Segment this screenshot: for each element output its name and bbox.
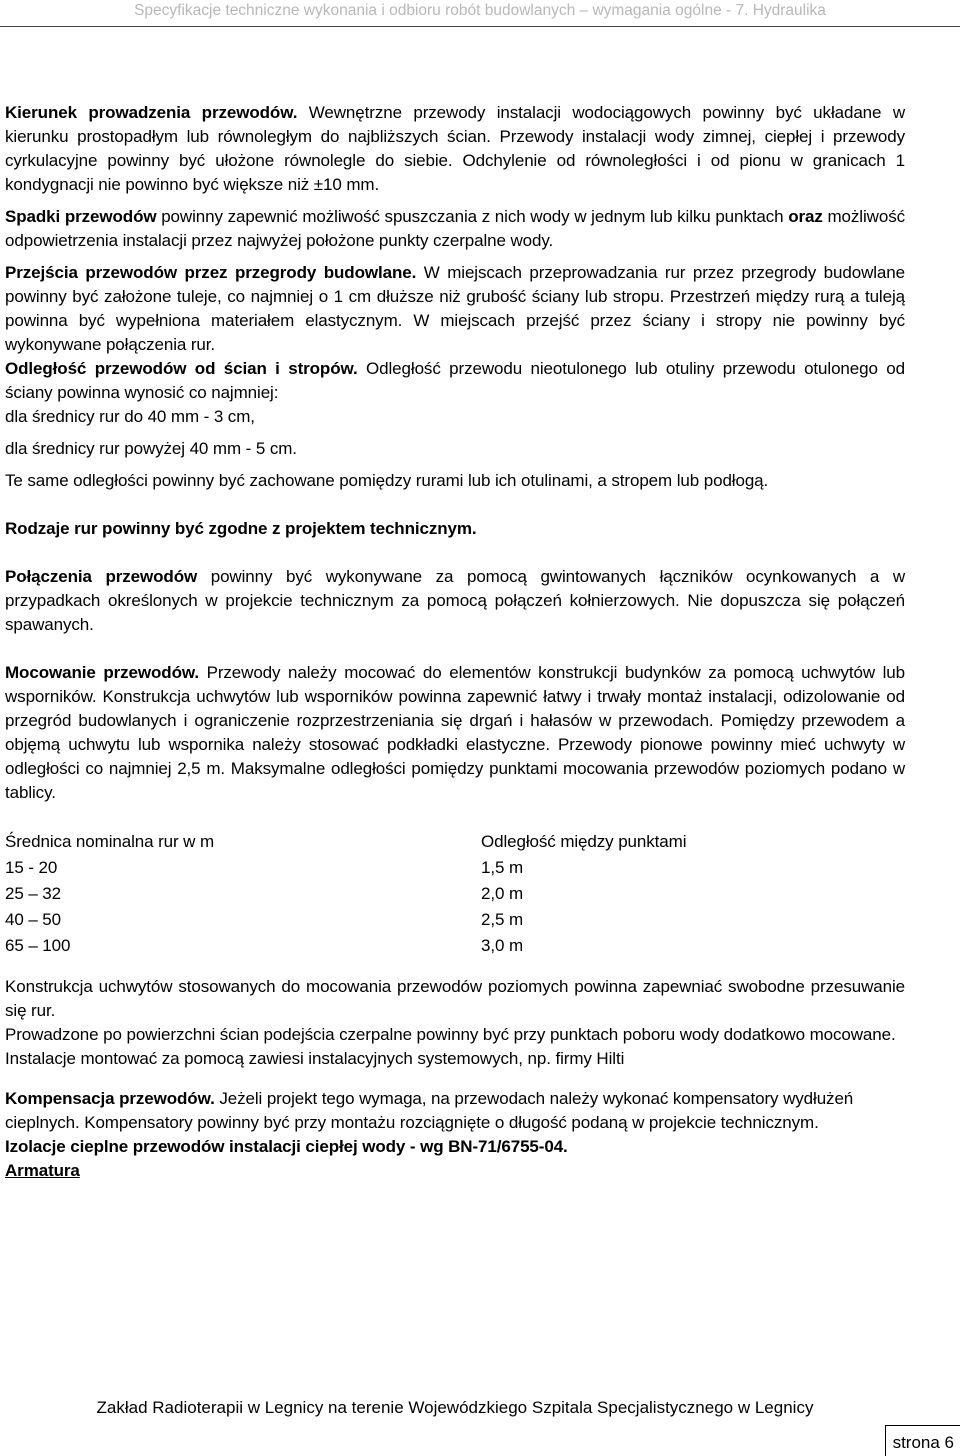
- table-cell-distance: 1,5 m: [481, 858, 524, 877]
- paragraph-kompensacja: [5, 1087, 905, 1135]
- table-cell-diameter: 40 – 50: [5, 910, 62, 929]
- paragraph-rodzaje: [5, 517, 905, 541]
- heading-przejscia: Przejścia przewodów przez przegrody budowlane.: [5, 263, 417, 282]
- paragraph-armatura: [5, 1159, 905, 1183]
- header-rule: [0, 26, 960, 27]
- paragraph-polaczenia: [5, 565, 905, 637]
- text-kompensacja: Jeżeli projekt tego wymaga, na przewodach należy wykonać kompensatory wydłużeń cieplnych. Kompensatory powinny być przy montażu rozciągnięte o długość podaną w projekcie technicznym.: [5, 1089, 854, 1132]
- table-header-row: [5, 829, 686, 855]
- text-mocowanie: Przewody należy mocować do elementów konstrukcji budynków za pomocą uchwytów lub wsporników. Konstrukcja uchwytów lub wsporników powinna zapewnić łatwy i trwały montaż instalacji, odizolowanie od przegród budowlanych i ograniczenie rozprzestrzeniania się drgań i hałasów w przewodach. Pomiędzy przewodem a objęmą uchwytu lub wspornika należy stosować podkładki elastyczne. Przewody pionowe powinny mieć uchwyty w odległości co najmniej 2,5 m. Maksymalne odległości pomiędzy punktami mocowania przewodów poziomych podano w tablicy.: [5, 663, 905, 802]
- table-cell-distance: 2,5 m: [481, 910, 524, 929]
- table-row: [5, 881, 686, 907]
- text-kierunek: Wewnętrzne przewody instalacji wodociągowych powinny być układane w kierunku prostopadłym lub równoległym do najbliższych ścian. Przewody instalacji wody zimnej, ciepłej i przewody cyrkulacyjne powinny być ułożone równolegle do siebie. Odchylenie od równoległości i od pionu w granicach 1 kondygnacji nie powinno być większe niż ±10 mm.: [5, 103, 905, 194]
- odleglosc-same: Te same odległości powinny być zachowane pomiędzy rurami lub ich otulinami, a stropem lub podłogą.: [5, 471, 769, 490]
- after-table-line-1: Konstrukcja uchwytów stosowanych do mocowania przewodów poziomych powinna zapewniać swobodne przesuwanie się rur.: [5, 977, 905, 1020]
- table-header-diameter: Średnica nominalna rur w m: [5, 832, 215, 851]
- after-table-line-3: Instalacje montować za pomocą zawiesi instalacyjnych systemowych, np. firmy Hilti: [5, 1049, 625, 1068]
- mounting-distance-table: [5, 829, 686, 959]
- table-row: [5, 855, 686, 881]
- heading-armatura: Armatura: [5, 1161, 80, 1180]
- heading-spadki: Spadki przewodów: [5, 207, 157, 226]
- heading-polaczenia: Połączenia przewodów: [5, 567, 198, 586]
- after-table-line-2: Prowadzone po powierzchni ścian podejścia czerpalne powinny być przy punktach poboru wody dodatkowo mocowane.: [5, 1025, 896, 1044]
- text-przejscia: W miejscach przeprowadzania rur przez przegrody budowlane powinny być założone tuleje, co najmniej o 1 cm dłuższe niż grubość ściany lub stropu. Przestrzeń między rurą a tuleją powinna być wypełniona materiałem elastycznym. W miejscach przejść przez ściany i stropy nie powinny być wykonywane połączenia rur.: [5, 263, 905, 354]
- table-cell-diameter: 15 - 20: [5, 858, 58, 877]
- text-odleglosc: Odległość przewodu nieotulonego lub otuliny przewodu otulonego od ściany powinna wynosić co najmniej:: [5, 359, 905, 402]
- table-row: [5, 933, 686, 959]
- table-cell-distance: 3,0 m: [481, 936, 524, 955]
- page-footer: Zakład Radioterapii w Legnicy na terenie Wojewódzkiego Szpitala Specjalistycznego w Legnicy: [96, 1398, 814, 1417]
- bold-oraz: oraz: [788, 207, 823, 226]
- text-spadki-2: możliwość odpowietrzenia instalacji przez najwyżej położone punkty czerpalne wody.: [5, 207, 905, 250]
- heading-mocowanie: Mocowanie przewodów.: [5, 663, 199, 682]
- page-number: strona 6: [892, 1433, 954, 1452]
- running-header: Specyfikacje techniczne wykonania i odbioru robót budowlanych – wymagania ogólne - 7. Hydraulika: [134, 2, 826, 19]
- heading-rodzaje: Rodzaje rur powinny być zgodne z projektem technicznym.: [5, 519, 477, 538]
- text-spadki-1: powinny zapewnić możliwość spuszczania z nich wody w jednym lub kilku punktach: [156, 207, 789, 226]
- text-polaczenia: powinny być wykonywane za pomocą gwintowanych łączników ocynkowanych a w przypadkach określonych w projekcie technicznym za pomocą połączeń kołnierzowych. Nie dopuszcza się połączeń spawanych.: [5, 567, 906, 634]
- paragraph-mocowanie: [5, 661, 905, 805]
- document-body: [5, 101, 905, 1183]
- table-cell-diameter: 65 – 100: [5, 936, 71, 955]
- odleglosc-line-1: dla średnicy rur do 40 mm - 3 cm,: [5, 407, 255, 426]
- table-cell-distance: 2,0 m: [481, 884, 524, 903]
- paragraph-spadki: [5, 205, 905, 253]
- heading-izolacje: Izolacje cieplne przewodów instalacji ciepłej wody - wg BN-71/6755-04.: [5, 1137, 568, 1156]
- table-cell-diameter: 25 – 32: [5, 884, 62, 903]
- paragraph-odleglosc: [5, 357, 905, 405]
- paragraph-kierunek: [5, 101, 905, 197]
- table-row: [5, 907, 686, 933]
- heading-odleglosc: Odległość przewodów od ścian i stropów.: [5, 359, 358, 378]
- odleglosc-line-2: dla średnicy rur powyżej 40 mm - 5 cm.: [5, 439, 297, 458]
- paragraph-izolacje: [5, 1135, 905, 1159]
- heading-kierunek: Kierunek prowadzenia przewodów.: [5, 103, 298, 122]
- heading-kompensacja: Kompensacja przewodów.: [5, 1089, 215, 1108]
- table-header-distance: Odległość między punktami: [481, 832, 687, 851]
- paragraph-przejscia: [5, 261, 905, 357]
